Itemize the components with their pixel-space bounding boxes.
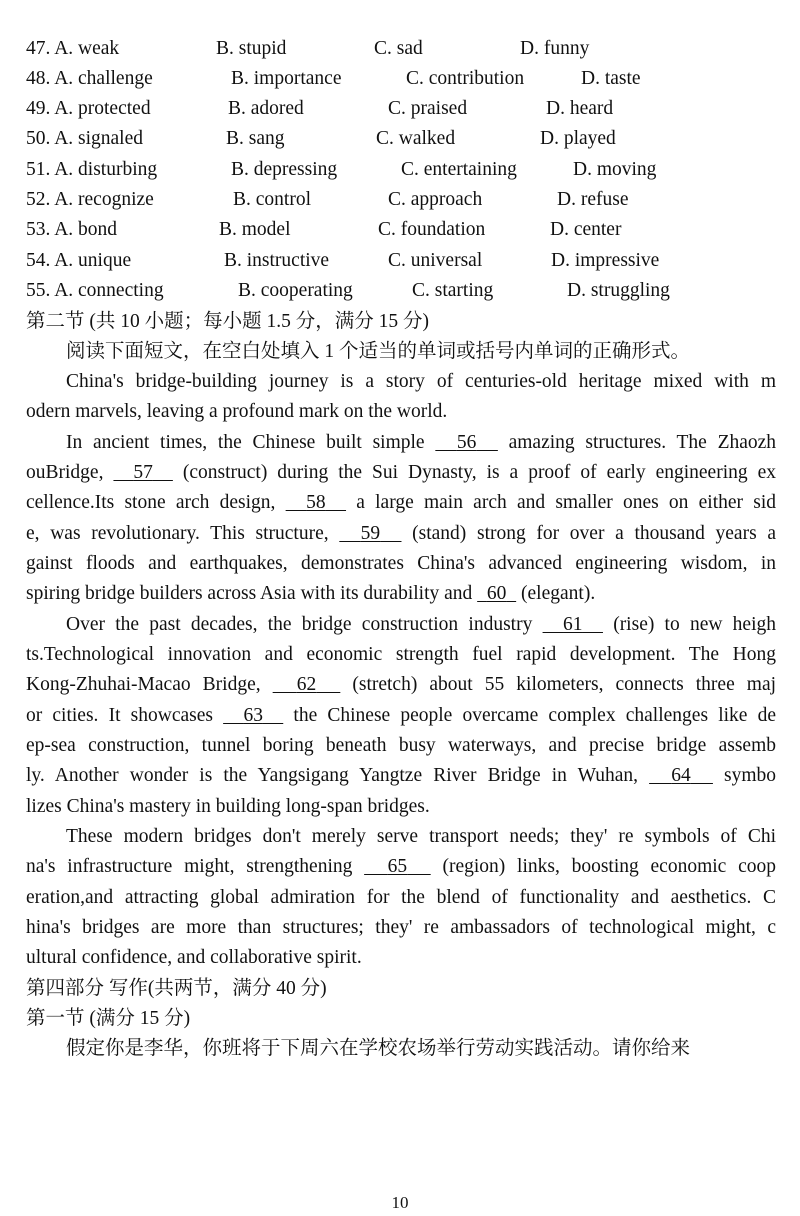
option-c: C. entertaining: [401, 159, 517, 180]
passage-line: These modern bridges don't merely serve transport needs; they' re symbols of Chi: [66, 826, 776, 847]
option-d: D. center: [550, 219, 622, 240]
option-b: B. stupid: [216, 38, 287, 59]
option-d: D. heard: [546, 98, 614, 119]
option-c: C. foundation: [378, 219, 486, 240]
blank-59: 59: [360, 523, 381, 544]
option-d: D. taste: [581, 68, 641, 89]
blank-58: 58: [306, 492, 326, 513]
blank-63: 63: [243, 705, 263, 726]
option-c: C. universal: [388, 250, 483, 271]
option-b: B. importance: [231, 68, 342, 89]
writing-prompt: 假定你是李华，你班将于下周六在学校农场举行劳动实践活动。请你给来: [66, 1038, 691, 1059]
passage-line: odern marvels, leaving a profound mark on the world.: [26, 401, 448, 422]
passage-line: Over the past decades, the bridge construction industry 61 (rise) to new heigh: [66, 614, 776, 635]
option-b: B. instructive: [224, 250, 330, 271]
option-b: B. cooperating: [238, 280, 353, 301]
passage-line: China's bridge-building journey is a story of centuries-old heritage mixed with m: [66, 371, 776, 392]
blank-61: 61: [563, 614, 583, 635]
option-d: D. moving: [573, 159, 657, 180]
option-a: 52. A. recognize: [26, 189, 154, 210]
option-d: D. struggling: [567, 280, 670, 301]
passage-line: ly. Another wonder is the Yangsigang Yangtze River Bridge in Wuhan, 64 symbo: [26, 765, 777, 786]
blank-56: 56: [456, 432, 477, 453]
section-heading: 第二节 (共 10 小题；每小题 1.5 分，满分 15 分): [26, 311, 429, 332]
option-c: C. starting: [412, 280, 494, 301]
option-a: 50. A. signaled: [26, 128, 144, 149]
option-a: 47. A. weak: [26, 38, 120, 59]
option-d: D. played: [540, 128, 616, 149]
option-a: 48. A. challenge: [26, 68, 153, 89]
option-d: D. funny: [520, 38, 590, 59]
passage-line: na's infrastructure might, strengthening 65 (region) links, boosting economic coop: [26, 856, 776, 877]
passage-line: ouBridge, 57 (construct) during the Sui Dynasty, is a proof of early engineering ex: [26, 462, 777, 483]
option-b: B. adored: [228, 98, 304, 119]
option-b: B. control: [233, 189, 311, 210]
option-a: 53. A. bond: [26, 219, 118, 240]
page-number: 10: [391, 1193, 409, 1212]
option-c: C. contribution: [406, 68, 525, 89]
passage-line: hina's bridges are more than structures; they' re ambassadors of technological might, c: [26, 917, 776, 938]
option-c: C. praised: [388, 98, 468, 119]
option-d: D. impressive: [551, 250, 660, 271]
passage-line: In ancient times, the Chinese built simple 56 amazing structures. The Zhaozh: [66, 432, 777, 453]
option-a: 55. A. connecting: [26, 280, 164, 301]
passage-line: spiring bridge builders across Asia with its durability and 60 (elegant).: [26, 583, 596, 604]
option-b: B. depressing: [231, 159, 338, 180]
passage-line: Kong-Zhuhai-Macao Bridge, 62 (stretch) about 55 kilometers, connects three maj: [26, 674, 777, 695]
option-c: C. approach: [388, 189, 483, 210]
passage-line: ultural confidence, and collaborative spirit.: [26, 947, 362, 968]
passage-line: ep-sea construction, tunnel boring beneath busy waterways, and precise bridge assemb: [26, 735, 776, 756]
passage-line: e, was revolutionary. This structure, 59 (stand) strong for over a thousand years a: [26, 523, 777, 544]
blank-65: 65: [387, 856, 408, 877]
option-c: C. walked: [376, 128, 456, 149]
passage-line: gainst floods and earthquakes, demonstrates China's advanced engineering wisdom, in: [26, 553, 776, 574]
passage-line: ts.Technological innovation and economic strength fuel rapid development. The Hong: [26, 644, 776, 665]
passage-line: lizes China's mastery in building long-span bridges.: [26, 796, 430, 817]
option-a: 49. A. protected: [26, 98, 151, 119]
option-d: D. refuse: [557, 189, 629, 210]
option-b: B. model: [219, 219, 291, 240]
passage-line: cellence.Its stone arch design, 58 a large main arch and smaller ones on either sid: [26, 492, 777, 513]
passage-line: or cities. It showcases 63 the Chinese people overcame complex challenges like de: [26, 705, 776, 726]
option-b: B. sang: [226, 128, 285, 149]
instruction-text: 阅读下面短文，在空白处填入 1 个适当的单词或括号内单词的正确形式。: [66, 341, 691, 362]
blank-57: 57: [133, 462, 153, 483]
part-heading: 第四部分 写作(共两节，满分 40 分): [26, 978, 327, 999]
passage-line: eration,and attracting global admiration for the blend of functionality and aesthetics. C: [26, 887, 776, 908]
blank-62: 62: [296, 674, 317, 695]
section-heading: 第一节 (满分 15 分): [26, 1008, 191, 1029]
blank-60: 60: [486, 583, 507, 604]
option-c: C. sad: [374, 38, 423, 59]
option-a: 54. A. unique: [26, 250, 132, 271]
blank-64: 64: [671, 765, 691, 786]
option-a: 51. A. disturbing: [26, 159, 158, 180]
